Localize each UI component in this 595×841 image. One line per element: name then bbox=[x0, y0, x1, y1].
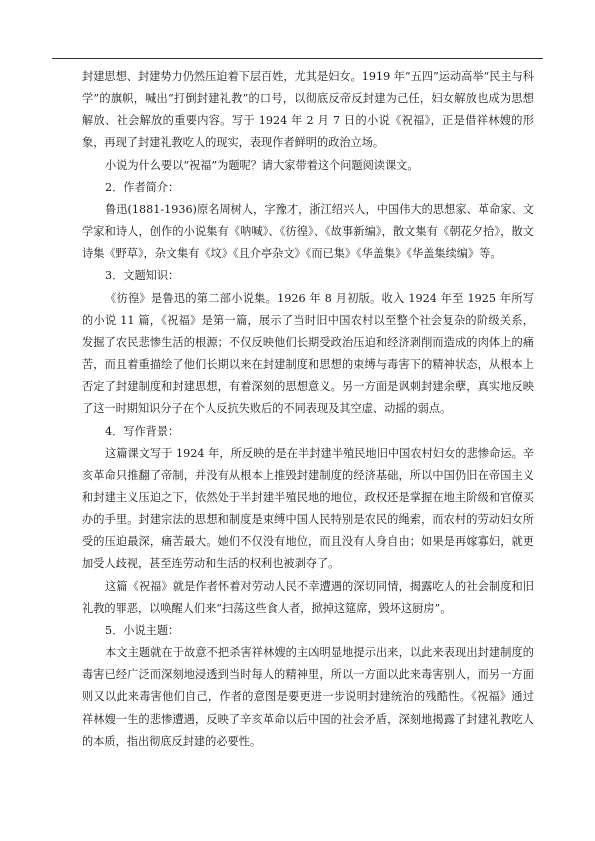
section-heading-background: 4．写作背景： bbox=[105, 424, 180, 438]
paragraph-purpose: 这篇《祝福》就是作者怀着对劳动人民不幸遭遇的深切同情，揭露吃人的社会制度和旧礼教的罪恶，以唤醒人们来“扫荡这些食人者，掀掉这筵席，毁坏这厨房”。 bbox=[82, 579, 534, 615]
paragraph-background: 这篇课文写于 1924 年，所反映的是在半封建半殖民地旧中国农村妇女的悲惨命运。辛亥革命只推翻了帝制，并没有从根本上推毁封建制度的经济基础，所以中国仍旧在帝国主义和封建主义压迫之下，依然处于半封建半殖民地的地位，政权还是掌握在地主阶级和官僚买办的手里。封建宗法的思想和制度是束缚中国人民特别是农民的绳索，而农村的劳动妇女所受的压迫最深，痛苦最大。她们不仅没有地位，而且没有人身自由；如果是再嫁寡妇，就更加受人歧视，甚至连劳动和生活的权利也被剥夺了。 bbox=[82, 446, 534, 571]
paragraph-title-knowledge: 《彷徨》是鲁迅的第二部小说集。1926 年 8 月初版。收入 1924 年至 1925 年所写的小说 11 篇，《祝福》是第一篇，展示了当时旧中国农村以至整个社会复杂的阶级关系，发掘了农民悲惨生活的根源；不仅反映他们长期受政治压迫和经济剥削而造成的肉体上的痛苦，而且着重描绘了他们长期以来在封建制度和思想的束缚与毒害下的精神状态，从根本上否定了封建制度和封建思想，有着深刻的思想意义。另一方面是讽刺封建余孽，真实地反映了这一时期知识分子在个人反抗失败后的不同表现及其空虚、动摇的弱点。 bbox=[82, 291, 534, 416]
section-heading-theme: 5．小说主题： bbox=[105, 623, 180, 637]
section-heading-title-knowledge: 3．文题知识： bbox=[105, 269, 180, 283]
paragraph-intro-continued: 封建思想、封建势力仍然压迫着下层百姓，尤其是妇女。1919 年“五四”运动高举“民主与科学”的旗帜，喊出“打倒封建礼教”的口号，以彻底反帝反封建为己任，妇女解放也成为思想解放、社会解放的重要内容。写于 1924 年 2 月 7 日的小说《祝福》，正是借祥林嫂的形象，再现了封建礼教吃人的现实，表现作者鲜明的政治立场。 bbox=[82, 70, 534, 150]
paragraph-author-intro: 鲁迅(1881-1936)原名周树人，字豫才，浙江绍兴人，中国伟大的思想家、革命家、文学家和诗人，创作的小说集有《呐喊》、《彷徨》、《故事新编》，散文集有《朝花夕拾》，散文诗集《野草》，杂文集有《坟》《且介亭杂文》《而已集》《华盖集》《华盖集续编》等。 bbox=[82, 202, 534, 261]
section-heading-author: 2．作者简介： bbox=[105, 180, 180, 194]
paragraph-title-question: 小说为什么要以“祝福”为题呢？请大家带着这个问题阅读课文。 bbox=[105, 158, 419, 172]
document-body bbox=[82, 66, 534, 753]
header-rule bbox=[52, 58, 543, 59]
paragraph-theme: 本文主题就在于故意不把杀害祥林嫂的主凶明显地提示出来，以此来表现出封建制度的毒害已经广泛而深刻地浸透到当时每人的精神里，所以一方面以此来毒害别人，而另一方面则又以此来毒害他们自己，作者的意图是要更进一步说明封建统治的残酷性。《祝福》通过祥林嫂一生的悲惨遭遇，反映了辛亥革命以后中国的社会矛盾，深刻地揭露了封建礼教吃人的本质，指出彻底反封建的必要性。 bbox=[82, 646, 534, 748]
